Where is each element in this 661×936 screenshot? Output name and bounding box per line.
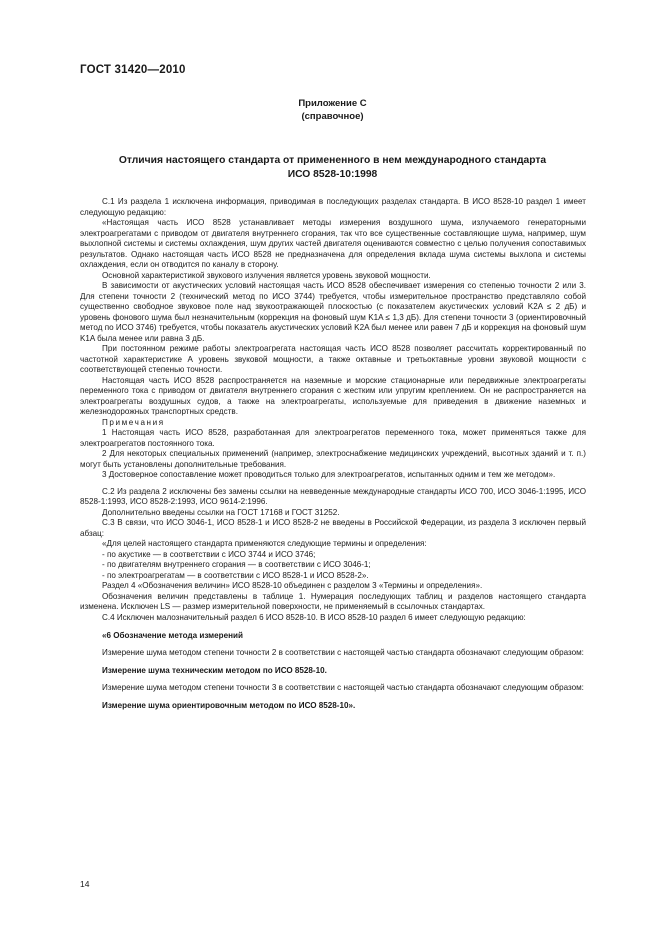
section-title-line-2: ИСО 8528-10:1998 — [287, 169, 378, 180]
page-number: 14 — [80, 879, 90, 889]
note-item: 2 Для некоторых специальных применений (например, электроснабжение медицинских учреждений, высотных зданий и т. п.) могут быть установлены дополнительные требования. — [80, 449, 586, 469]
paragraph: Обозначения величин представлены в таблице 1. Нумерация последующих таблиц и разделов настоящего стандарта изменена. Исключен LS — размер измерительной поверхности, не применяемый в ссылочных стандартах. — [80, 591, 586, 611]
document-body — [80, 197, 586, 712]
appendix-heading — [80, 97, 585, 123]
paragraph: При постоянном режиме работы электроагрегата настоящая часть ИСО 8528 позволяет рассчитать корректированный по частотной характеристике А уровень звуковой мощности, а также октавные и третьоктавные уровни звуковой мощности с соответствующей степенью точности. — [80, 344, 586, 374]
list-item: - по двигателям внутреннего сгорания — в соответствии с ИСО 3046-1; — [102, 560, 371, 569]
paragraph: Дополнительно введены ссылки на ГОСТ 17168 и ГОСТ 31252. — [102, 507, 340, 517]
paragraph: «Для целей настоящего стандарта применяются следующие термины и определения: — [102, 539, 427, 548]
paragraph-c2: С.2 Из раздела 2 исключены без замены ссылки на невведенные международные стандарты ИСО 700, ИСО 3046-1:1995, ИСО 8528-1:1993, ИСО 8528-2:1993, ИСО 9614-2:1996. — [80, 486, 586, 506]
paragraph: Настоящая часть ИСО 8528 распространяется на наземные и морские стационарные или передвижные электроагрегаты переменного тока с приводом от двигателя внутреннего сгорания с жестким или упругим креплением. Он не распространяется на электроагрегаты воздушных судов, а также на электроагрегаты, используемые для приведения в движение наземных и железнодорожных транспортных средств. — [80, 375, 586, 416]
paragraph: В зависимости от акустических условий настоящая часть ИСО 8528 обеспечивает измерения со степенью точности 2 или 3. Для степени точности 2 (технический метод по ИСО 3744) требуется, чтобы измерительное пространство представляло собой существенно свободное звуковое поле над звукоотражающей плоскостью (с показателем акустических условий K2A ≤ 2 дБ) и уровень фонового шума был незначительным (коррекция на фоновый шум K1A ≤ 1,3 дБ). Для степени точности 3 (ориентировочный метод по ИСО 3746) требуется, чтобы показатель акустических условий K2A был менее или равен 7 дБ и коррекция на фоновый шум K1A была менее или равна 3 дБ. — [80, 281, 586, 343]
standard-header: ГОСТ 31420—2010 — [80, 64, 186, 76]
appendix-subtitle: (справочное) — [301, 111, 364, 122]
list-item: - по электроагрегатам — в соответствии с ИСО 8528-1 и ИСО 8528-2». — [102, 570, 369, 580]
section-title — [80, 154, 585, 182]
appendix-title: Приложение С — [298, 98, 367, 109]
method-designation: Измерение шума ориентировочным методом по ИСО 8528-10». — [102, 701, 356, 710]
notes-heading: Примечания — [102, 417, 165, 427]
section-title-line-1: Отличия настоящего стандарта от примененного в нем международного стандарта — [118, 155, 547, 166]
note-item: 1 Настоящая часть ИСО 8528, разработанная для электроагрегатов переменного тока, может применяться также для электроагрегатов постоянного тока. — [80, 428, 586, 448]
paragraph: Основной характеристикой звукового излучения является уровень звуковой мощности. — [102, 270, 431, 280]
paragraph: «Настоящая часть ИСО 8528 устанавливает методы измерения воздушного шума, излучаемого генераторными электроагрегатами с приводом от двигателя внутреннего сгорания, так что все существенные составляющие шума, например, шум выхлопной системы и системы охлаждения, шум других частей двигателя оцениваются совместно с целью получения сопоставимых результатов. Однако настоящая часть ИСО 8528 не предназначена для определения вклада шума системы выхлопа и системы охлаждения, если он отводится по каналу в сторону. — [80, 218, 586, 269]
paragraph-c3: С.3 В связи, что ИСО 3046-1, ИСО 8528-1 и ИСО 8528-2 не введены в Российской Федерации, из раздела 3 исключен первый абзац: — [80, 518, 586, 538]
paragraph: Раздел 4 «Обозначения величин» ИСО 8528-10 объединен с разделом 3 «Термины и определения». — [102, 581, 483, 590]
method-designation: Измерение шума техническим методом по ИСО 8528-10. — [102, 666, 327, 675]
paragraph: Измерение шума методом степени точности 2 в соответствии с настоящей частью стандарта обозначают следующим образом: — [102, 647, 584, 657]
subheading: «6 Обозначение метода измерений — [102, 631, 243, 640]
paragraph-c4: С.4 Исключен малозначительный раздел 6 ИСО 8528-10. В ИСО 8528-10 раздел 6 имеет следующую редакцию: — [102, 612, 526, 622]
paragraph-c1: С.1 Из раздела 1 исключена информация, приводимая в последующих разделах стандарта. В ИСО 8528-10 раздел 1 имеет следующую редакцию: — [80, 197, 586, 217]
list-item: - по акустике — в соответствии с ИСО 3744 и ИСО 3746; — [102, 549, 316, 559]
note-item: 3 Достоверное сопоставление может проводиться только для электроагрегатов, испытанных одним и тем же методом». — [102, 470, 556, 479]
paragraph: Измерение шума методом степени точности 3 в соответствии с настоящей частью стандарта обозначают следующим образом: — [102, 682, 584, 692]
